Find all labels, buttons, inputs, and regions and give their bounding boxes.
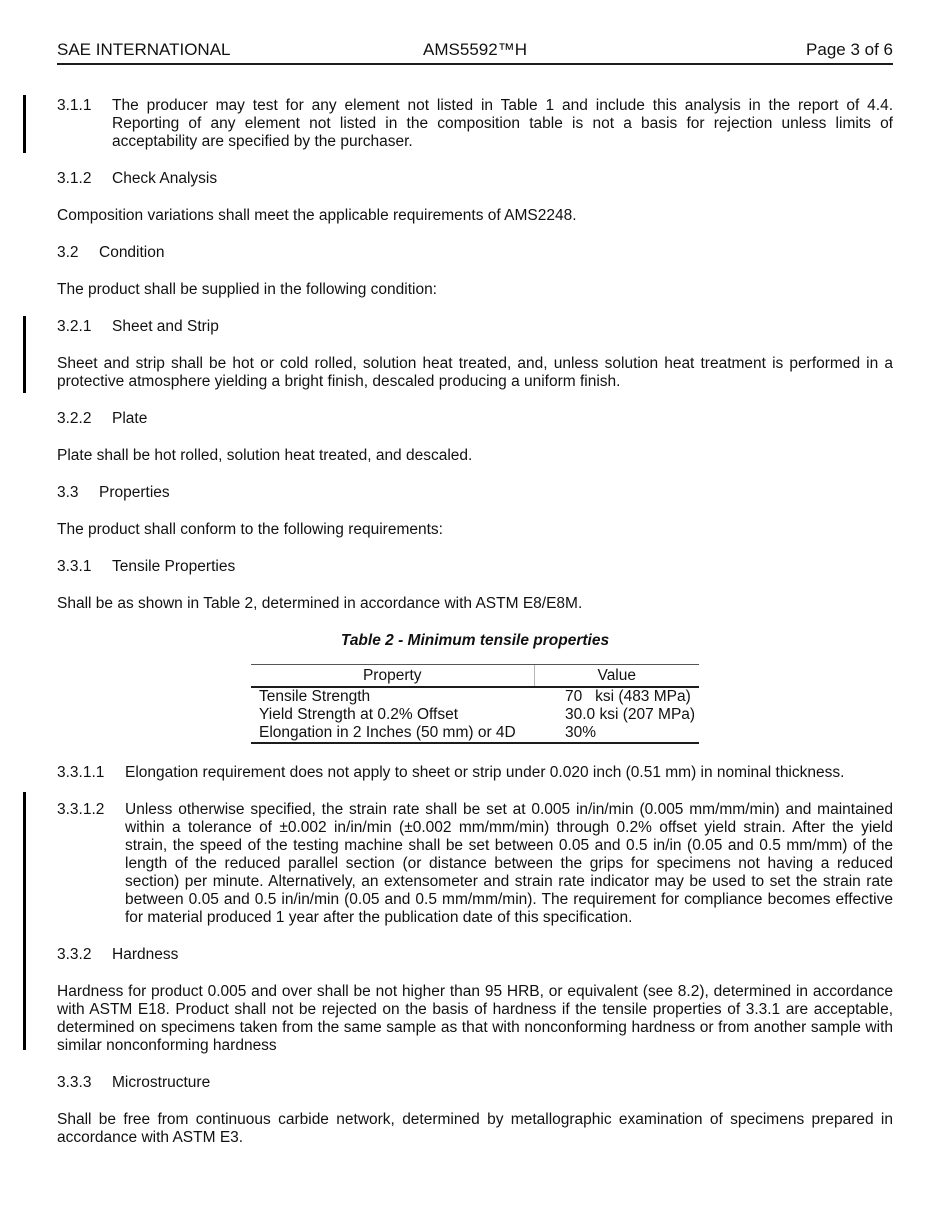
- table-row: [251, 724, 699, 743]
- section-number: 3.3.2: [57, 946, 92, 963]
- header-page-number: Page 3 of 6: [806, 40, 894, 59]
- para-sheet-strip: Sheet and strip shall be hot or cold rolled, solution heat treated, and, unless solution heat treatment is performed in a protective atmosphere yielding a bright finish, descaled producing a uniform finish.: [57, 355, 893, 390]
- value-cell: 30.0 ksi (207 MPa): [565, 706, 696, 723]
- section-number: 3.1.1: [57, 97, 92, 114]
- heading-3-3-1: [57, 558, 893, 576]
- heading-3-3-3: [57, 1074, 893, 1092]
- section-text: Unless otherwise specified, the strain rate shall be set at 0.005 in/in/min (0.005 mm/mm/min) and maintained within a tolerance of ±0.002 in/in/min (±0.002 mm/mm/min) through 0.2% offset yield strain. After the yield strain, the speed of the testing machine shall be set between 0.05 and 0.5 in/in (0.05 and 0.5 mm/mm) of the length of the reduced parallel section (or distance between the grips for specimens not having a reduced section) per minute. Alternatively, an extensometer and strain rate indicator may be used to set the strain rate between 0.05 and 0.5 in/in/min (0.05 and 0.5 mm/mm/min). The requirement for compliance becomes effective for material produced 1 year after the publication date of this specification.: [125, 801, 893, 926]
- para-plate: Plate shall be hot rolled, solution heat treated, and descaled.: [57, 447, 473, 464]
- para-properties: The product shall conform to the following requirements:: [57, 521, 443, 538]
- revision-change-bar: [23, 316, 26, 393]
- table-caption: Table 2 - Minimum tensile properties: [340, 632, 610, 649]
- section-number: 3.3.1.1: [57, 764, 105, 781]
- section-title: Properties: [99, 484, 170, 501]
- value-cell: 70 ksi (483 MPa): [565, 688, 691, 705]
- section-title: Condition: [99, 244, 165, 261]
- section-text: Elongation requirement does not apply to sheet or strip under 0.020 inch (0.51 mm) in nominal thickness.: [125, 764, 845, 781]
- heading-3-2-1: [57, 318, 893, 336]
- page-header: [57, 40, 893, 65]
- section-number: 3.2.1: [57, 318, 92, 335]
- table-row: [251, 706, 699, 724]
- document-body: [57, 97, 893, 1166]
- section-title: Hardness: [112, 946, 179, 963]
- section-number: 3.2.2: [57, 410, 92, 427]
- section-number: 3.3: [57, 484, 79, 501]
- table-row: [251, 687, 699, 706]
- section-number: 3.3.1.2: [57, 801, 105, 818]
- heading-3-2-2: [57, 410, 893, 428]
- header-org: SAE INTERNATIONAL: [57, 40, 231, 59]
- section-title: Microstructure: [112, 1074, 211, 1091]
- heading-3-3-2: [57, 946, 893, 964]
- value-cell: 30%: [534, 724, 699, 743]
- para-microstructure: Shall be free from continuous carbide network, determined by metallographic examination of specimens prepared in accordance with ASTM E3.: [57, 1111, 893, 1146]
- property-cell: Yield Strength at 0.2% Offset: [259, 706, 459, 723]
- section-title: Sheet and Strip: [112, 318, 219, 335]
- section-number: 3.2: [57, 244, 79, 261]
- section-3-1-1: [57, 97, 893, 151]
- column-header-value: Value: [534, 665, 699, 688]
- section-3-3-1-2: [57, 801, 893, 927]
- section-title: Check Analysis: [112, 170, 218, 187]
- property-cell: Tensile Strength: [259, 688, 371, 705]
- table-header-row: [251, 665, 699, 688]
- section-number: 3.1.2: [57, 170, 92, 187]
- revision-change-bar: [23, 95, 26, 153]
- para-condition: The product shall be supplied in the following condition:: [57, 281, 437, 298]
- tensile-properties-table: [251, 664, 699, 744]
- para-tensile: Shall be as shown in Table 2, determined in accordance with ASTM E8/E8M.: [57, 595, 583, 612]
- heading-3-2: [57, 244, 893, 262]
- para-check-analysis: Composition variations shall meet the applicable requirements of AMS2248.: [57, 207, 577, 224]
- section-number: 3.3.3: [57, 1074, 92, 1091]
- header-doc-number: AMS5592™H: [423, 40, 527, 59]
- heading-3-3: [57, 484, 893, 502]
- heading-3-1-2: [57, 170, 893, 188]
- section-number: 3.3.1: [57, 558, 92, 575]
- section-title: Tensile Properties: [112, 558, 236, 575]
- section-title: Plate: [112, 410, 148, 427]
- section-3-3-1-1: [57, 764, 893, 782]
- column-header-property: Property: [251, 665, 534, 688]
- revision-change-bar: [23, 792, 26, 1050]
- para-hardness: Hardness for product 0.005 and over shall be not higher than 95 HRB, or equivalent (see 8.2), determined in accordance with ASTM E18. Product shall not be rejected on the basis of hardness if the tensile properties of 3.3.1 are acceptable, determined on specimens taken from the same sample as that with nonconforming hardness or from another sample with similar nonconforming hardness: [57, 983, 893, 1054]
- property-cell: Elongation in 2 Inches (50 mm) or 4D: [251, 724, 534, 743]
- section-text: The producer may test for any element not listed in Table 1 and include this analysis in the report of 4.4. Reporting of any element not listed in the composition table is not a basis for rejection unless limits of acceptability are specified by the purchaser.: [112, 97, 893, 150]
